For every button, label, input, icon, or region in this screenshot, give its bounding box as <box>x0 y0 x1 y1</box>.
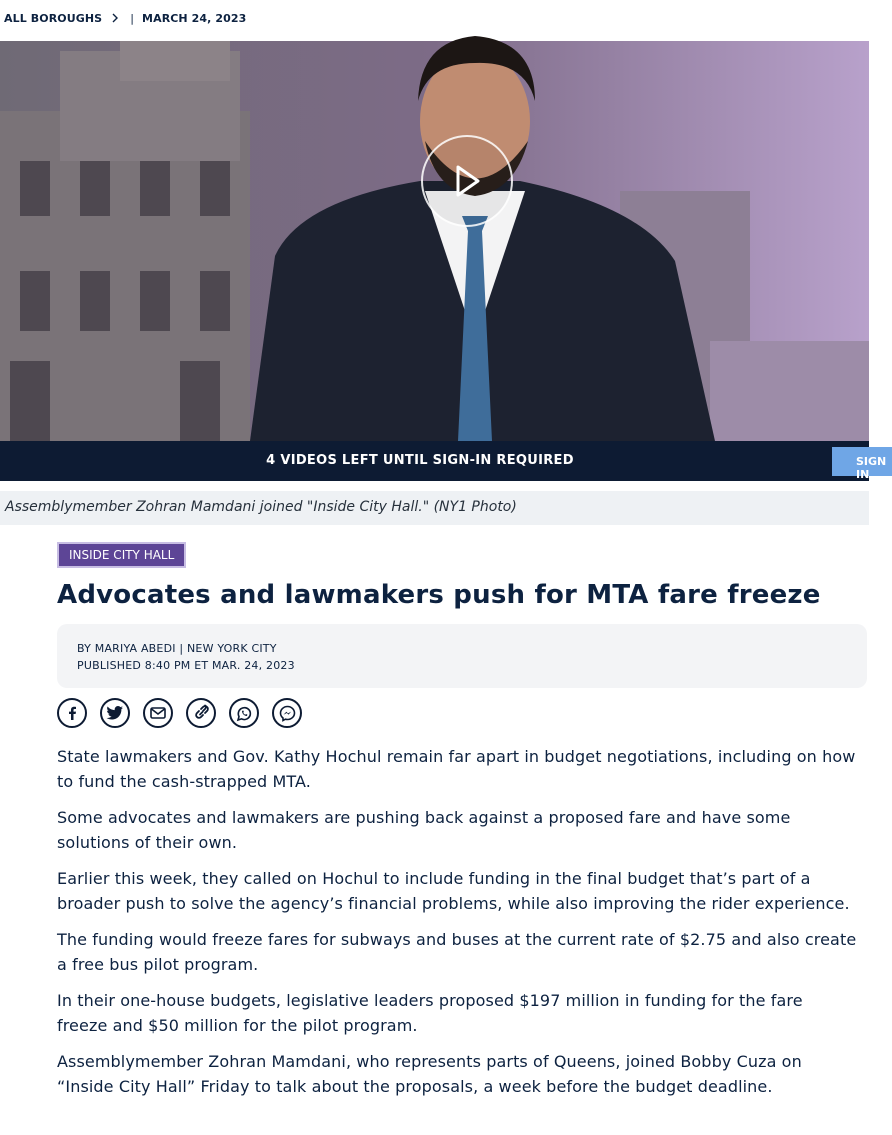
breadcrumb <box>4 10 246 26</box>
category-tag[interactable]: INSIDE CITY HALL <box>57 542 186 568</box>
signin-message: 4 VIDEOS LEFT UNTIL SIGN-IN REQUIRED <box>266 453 574 468</box>
signin-banner <box>0 441 887 481</box>
facebook-icon[interactable] <box>57 698 87 728</box>
breadcrumb-date: MARCH 24, 2023 <box>142 11 247 25</box>
video-player[interactable] <box>0 41 869 441</box>
photo-caption: Assemblymember Zohran Mamdani joined "Inside City Hall." (NY1 Photo) <box>0 491 869 525</box>
article-paragraph: State lawmakers and Gov. Kathy Hochul remain far apart in budget negotiations, including on how to fund the cash-strapped MTA. <box>57 747 856 791</box>
article-paragraph: Assemblymember Zohran Mamdani, who represents parts of Queens, joined Bobby Cuza on “Inside City Hall” Friday to talk about the proposals, a week before the budget deadline. <box>57 1052 802 1096</box>
sign-in-button[interactable]: SIGN IN <box>832 447 892 476</box>
article-paragraph: In their one-house budgets, legislative leaders proposed $197 million in funding for the fare freeze and $50 million for the pilot program. <box>57 991 803 1035</box>
play-icon <box>452 164 482 198</box>
article-paragraph: Some advocates and lawmakers are pushing back against a proposed fare and have some solutions of their own. <box>57 808 791 852</box>
whatsapp-icon[interactable] <box>229 698 259 728</box>
chevron-right-icon <box>110 13 120 23</box>
email-icon[interactable] <box>143 698 173 728</box>
byline-box <box>57 624 867 688</box>
messenger-icon[interactable] <box>272 698 302 728</box>
byline-published: PUBLISHED 8:40 PM ET MAR. 24, 2023 <box>77 659 295 672</box>
breadcrumb-separator: | <box>130 11 135 25</box>
article-paragraph: The funding would freeze fares for subways and buses at the current rate of $2.75 and also create a free bus pilot program. <box>57 930 857 974</box>
twitter-icon[interactable] <box>100 698 130 728</box>
article-headline: Advocates and lawmakers push for MTA fare freeze <box>57 580 821 610</box>
copy-link-icon[interactable] <box>186 698 216 728</box>
play-button[interactable] <box>421 135 513 227</box>
video-thumbnail <box>0 41 869 441</box>
article-paragraph: Earlier this week, they called on Hochul to include funding in the final budget that’s part of a broader push to solve the agency’s financial problems, while also improving the rider experience. <box>57 869 850 913</box>
byline-author: BY MARIYA ABEDI | NEW YORK CITY <box>77 642 277 655</box>
breadcrumb-section-link[interactable]: ALL BOROUGHS <box>4 11 103 25</box>
share-toolbar <box>57 698 302 728</box>
article-body <box>57 744 857 1110</box>
